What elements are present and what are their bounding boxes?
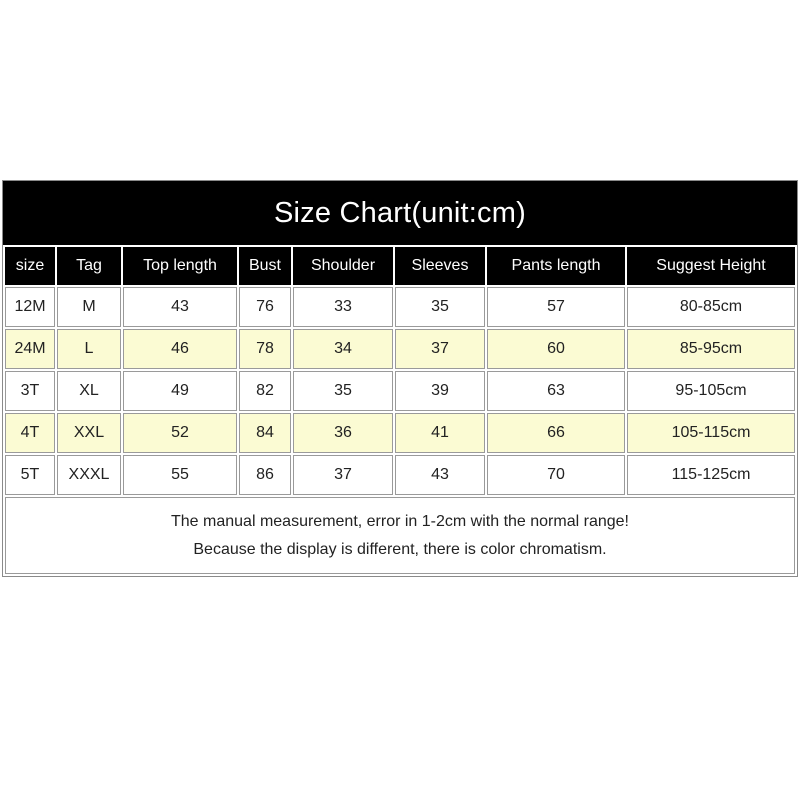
note-line: Because the display is different, there is color chromatism. — [193, 541, 607, 558]
cell-bust: 82 — [239, 371, 291, 411]
cell-bust: 76 — [239, 287, 291, 327]
size-table — [3, 245, 797, 497]
cell-sleeves: 41 — [395, 413, 485, 453]
cell-bust: 84 — [239, 413, 291, 453]
cell-size: 4T — [5, 413, 55, 453]
cell-suggest-height: 95-105cm — [627, 371, 795, 411]
cell-size: 24M — [5, 329, 55, 369]
table-row — [5, 455, 795, 495]
cell-top-length: 55 — [123, 455, 237, 495]
cell-suggest-height: 80-85cm — [627, 287, 795, 327]
header-row — [5, 247, 795, 285]
cell-pants-length: 60 — [487, 329, 625, 369]
cell-shoulder: 37 — [293, 455, 393, 495]
cell-suggest-height: 105-115cm — [627, 413, 795, 453]
cell-tag: M — [57, 287, 121, 327]
cell-top-length: 49 — [123, 371, 237, 411]
cell-sleeves: 39 — [395, 371, 485, 411]
cell-tag: XXL — [57, 413, 121, 453]
table-row — [5, 287, 795, 327]
cell-bust: 86 — [239, 455, 291, 495]
cell-size: 5T — [5, 455, 55, 495]
cell-pants-length: 57 — [487, 287, 625, 327]
cell-top-length: 43 — [123, 287, 237, 327]
cell-shoulder: 34 — [293, 329, 393, 369]
cell-tag: L — [57, 329, 121, 369]
size-chart — [2, 180, 798, 577]
cell-shoulder: 35 — [293, 371, 393, 411]
cell-pants-length: 70 — [487, 455, 625, 495]
cell-sleeves: 43 — [395, 455, 485, 495]
cell-size: 12M — [5, 287, 55, 327]
cell-shoulder: 36 — [293, 413, 393, 453]
column-header-sleeves: Sleeves — [395, 247, 485, 285]
cell-shoulder: 33 — [293, 287, 393, 327]
cell-sleeves: 37 — [395, 329, 485, 369]
chart-title: Size Chart(unit:cm) — [3, 181, 797, 247]
column-header-top-length: Top length — [123, 247, 237, 285]
cell-suggest-height: 85-95cm — [627, 329, 795, 369]
column-header-pants-length: Pants length — [487, 247, 625, 285]
cell-bust: 78 — [239, 329, 291, 369]
table-row — [5, 413, 795, 453]
cell-pants-length: 66 — [487, 413, 625, 453]
table-row — [5, 371, 795, 411]
column-header-bust: Bust — [239, 247, 291, 285]
cell-top-length: 52 — [123, 413, 237, 453]
note-line: The manual measurement, error in 1-2cm with the normal range! — [171, 513, 629, 530]
cell-tag: XL — [57, 371, 121, 411]
cell-suggest-height: 115-125cm — [627, 455, 795, 495]
column-header-suggest-height: Suggest Height — [627, 247, 795, 285]
column-header-size: size — [5, 247, 55, 285]
cell-sleeves: 35 — [395, 287, 485, 327]
cell-top-length: 46 — [123, 329, 237, 369]
column-header-tag: Tag — [57, 247, 121, 285]
measurement-notes — [5, 497, 795, 574]
cell-size: 3T — [5, 371, 55, 411]
cell-pants-length: 63 — [487, 371, 625, 411]
cell-tag: XXXL — [57, 455, 121, 495]
column-header-shoulder: Shoulder — [293, 247, 393, 285]
table-row — [5, 329, 795, 369]
